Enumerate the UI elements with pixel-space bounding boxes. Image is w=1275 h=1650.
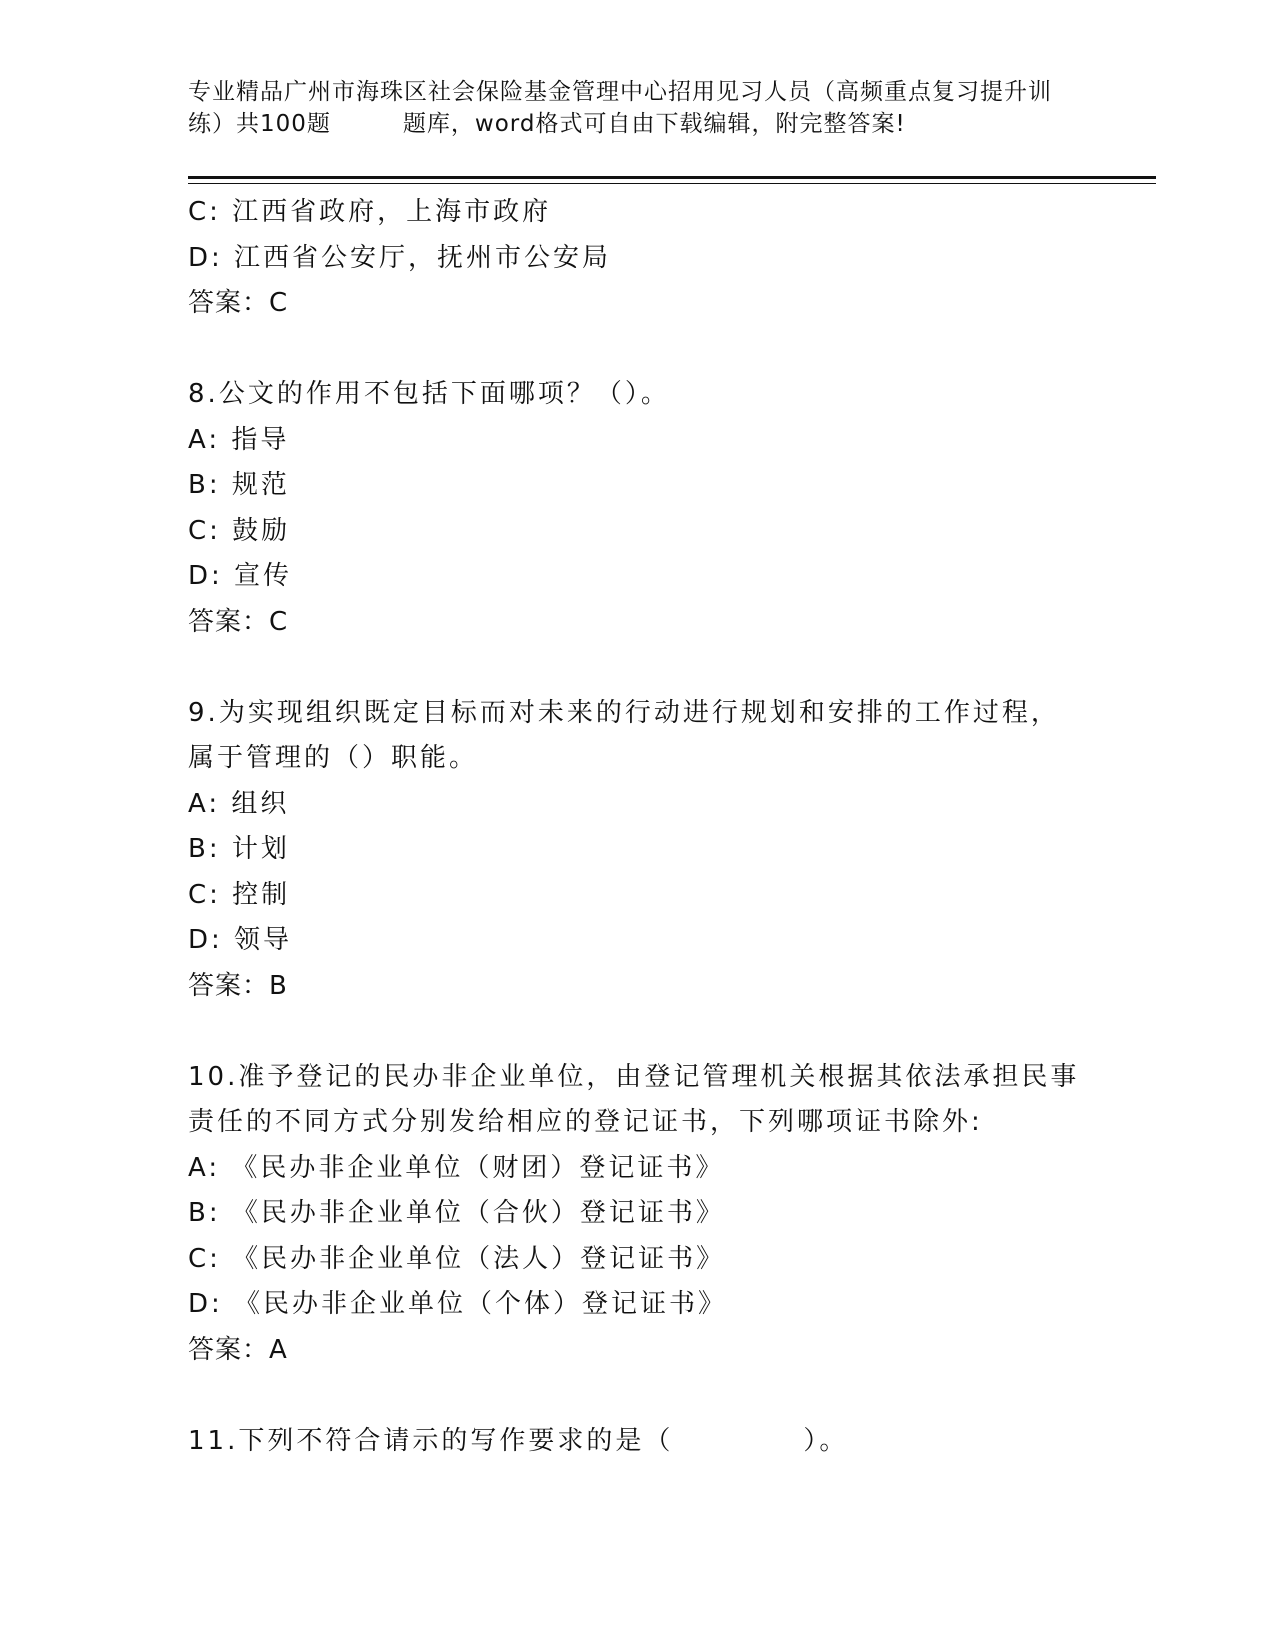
question-9 bbox=[188, 691, 1118, 1010]
option-c: C: 江西省政府，上海市政府 bbox=[188, 197, 552, 227]
question-spacer bbox=[188, 327, 1118, 373]
option-d: D: 宣传 bbox=[188, 561, 293, 591]
question-11 bbox=[188, 1419, 1118, 1465]
option-a: A: 《民办非企业单位（财团）登记证书》 bbox=[188, 1152, 725, 1183]
answer-line: 答案：C bbox=[188, 606, 289, 637]
question-text: 准予登记的民办非企业单位，由登记管理机关根据其依法承担民事 bbox=[238, 1061, 1080, 1092]
header-rule-thick bbox=[188, 176, 1156, 179]
question-7-continued bbox=[188, 190, 1118, 327]
option-b: B: 规范 bbox=[188, 470, 290, 500]
question-spacer bbox=[188, 645, 1118, 691]
header-title-line2-part-a: 练）共100题 bbox=[188, 111, 331, 137]
question-spacer bbox=[188, 1009, 1118, 1055]
header-title-line2-part-b: 题库，word格式可自由下载编辑，附完整答案! bbox=[402, 111, 906, 137]
option-d: D: 领导 bbox=[188, 925, 293, 955]
question-spacer bbox=[188, 1373, 1118, 1419]
question-text: 公文的作用不包括下面哪项？（）。 bbox=[218, 379, 670, 409]
question-stem-continued: 属于管理的（）职能。 bbox=[188, 743, 479, 773]
question-10 bbox=[188, 1055, 1118, 1374]
option-a: A: 指导 bbox=[188, 424, 290, 455]
document-header bbox=[188, 76, 1108, 140]
question-text: 下列不符合请示的写作要求的是（ bbox=[238, 1425, 674, 1456]
option-a: A: 组织 bbox=[188, 788, 290, 819]
question-number: 11. bbox=[188, 1425, 239, 1456]
answer-line: 答案：A bbox=[188, 1334, 288, 1365]
option-b: B: 计划 bbox=[188, 834, 290, 864]
question-text-end: ）。 bbox=[803, 1425, 849, 1456]
option-c: C: 鼓励 bbox=[188, 515, 291, 546]
question-stem-continued: 责任的不同方式分别发给相应的登记证书，下列哪项证书除外: bbox=[188, 1107, 983, 1137]
question-8 bbox=[188, 372, 1118, 645]
answer-line: 答案：B bbox=[188, 970, 288, 1001]
question-list bbox=[188, 190, 1118, 1464]
header-title-line2 bbox=[188, 108, 1108, 140]
option-b: B: 《民办非企业单位（合伙）登记证书》 bbox=[188, 1198, 725, 1228]
answer-line: 答案：C bbox=[188, 288, 289, 318]
question-number: 9. bbox=[188, 697, 219, 728]
question-stem bbox=[188, 691, 1118, 737]
question-stem bbox=[188, 1419, 1118, 1465]
option-c: C: 《民办非企业单位（法人）登记证书》 bbox=[188, 1243, 726, 1274]
option-d: D: 《民办非企业单位（个体）登记证书》 bbox=[188, 1289, 728, 1319]
header-rule-thin bbox=[188, 183, 1156, 184]
option-c: C: 控制 bbox=[188, 879, 291, 910]
question-stem bbox=[188, 372, 1118, 418]
header-title-line1: 专业精品广州市海珠区社会保险基金管理中心招用见习人员（高频重点复习提升训 bbox=[188, 79, 1052, 105]
question-number: 10. bbox=[188, 1061, 239, 1092]
question-stem bbox=[188, 1055, 1118, 1101]
question-text: 为实现组织既定目标而对未来的行动进行规划和安排的工作过程， bbox=[218, 697, 1060, 728]
question-number: 8. bbox=[188, 379, 219, 409]
option-d: D: 江西省公安厅，抚州市公安局 bbox=[188, 242, 612, 273]
